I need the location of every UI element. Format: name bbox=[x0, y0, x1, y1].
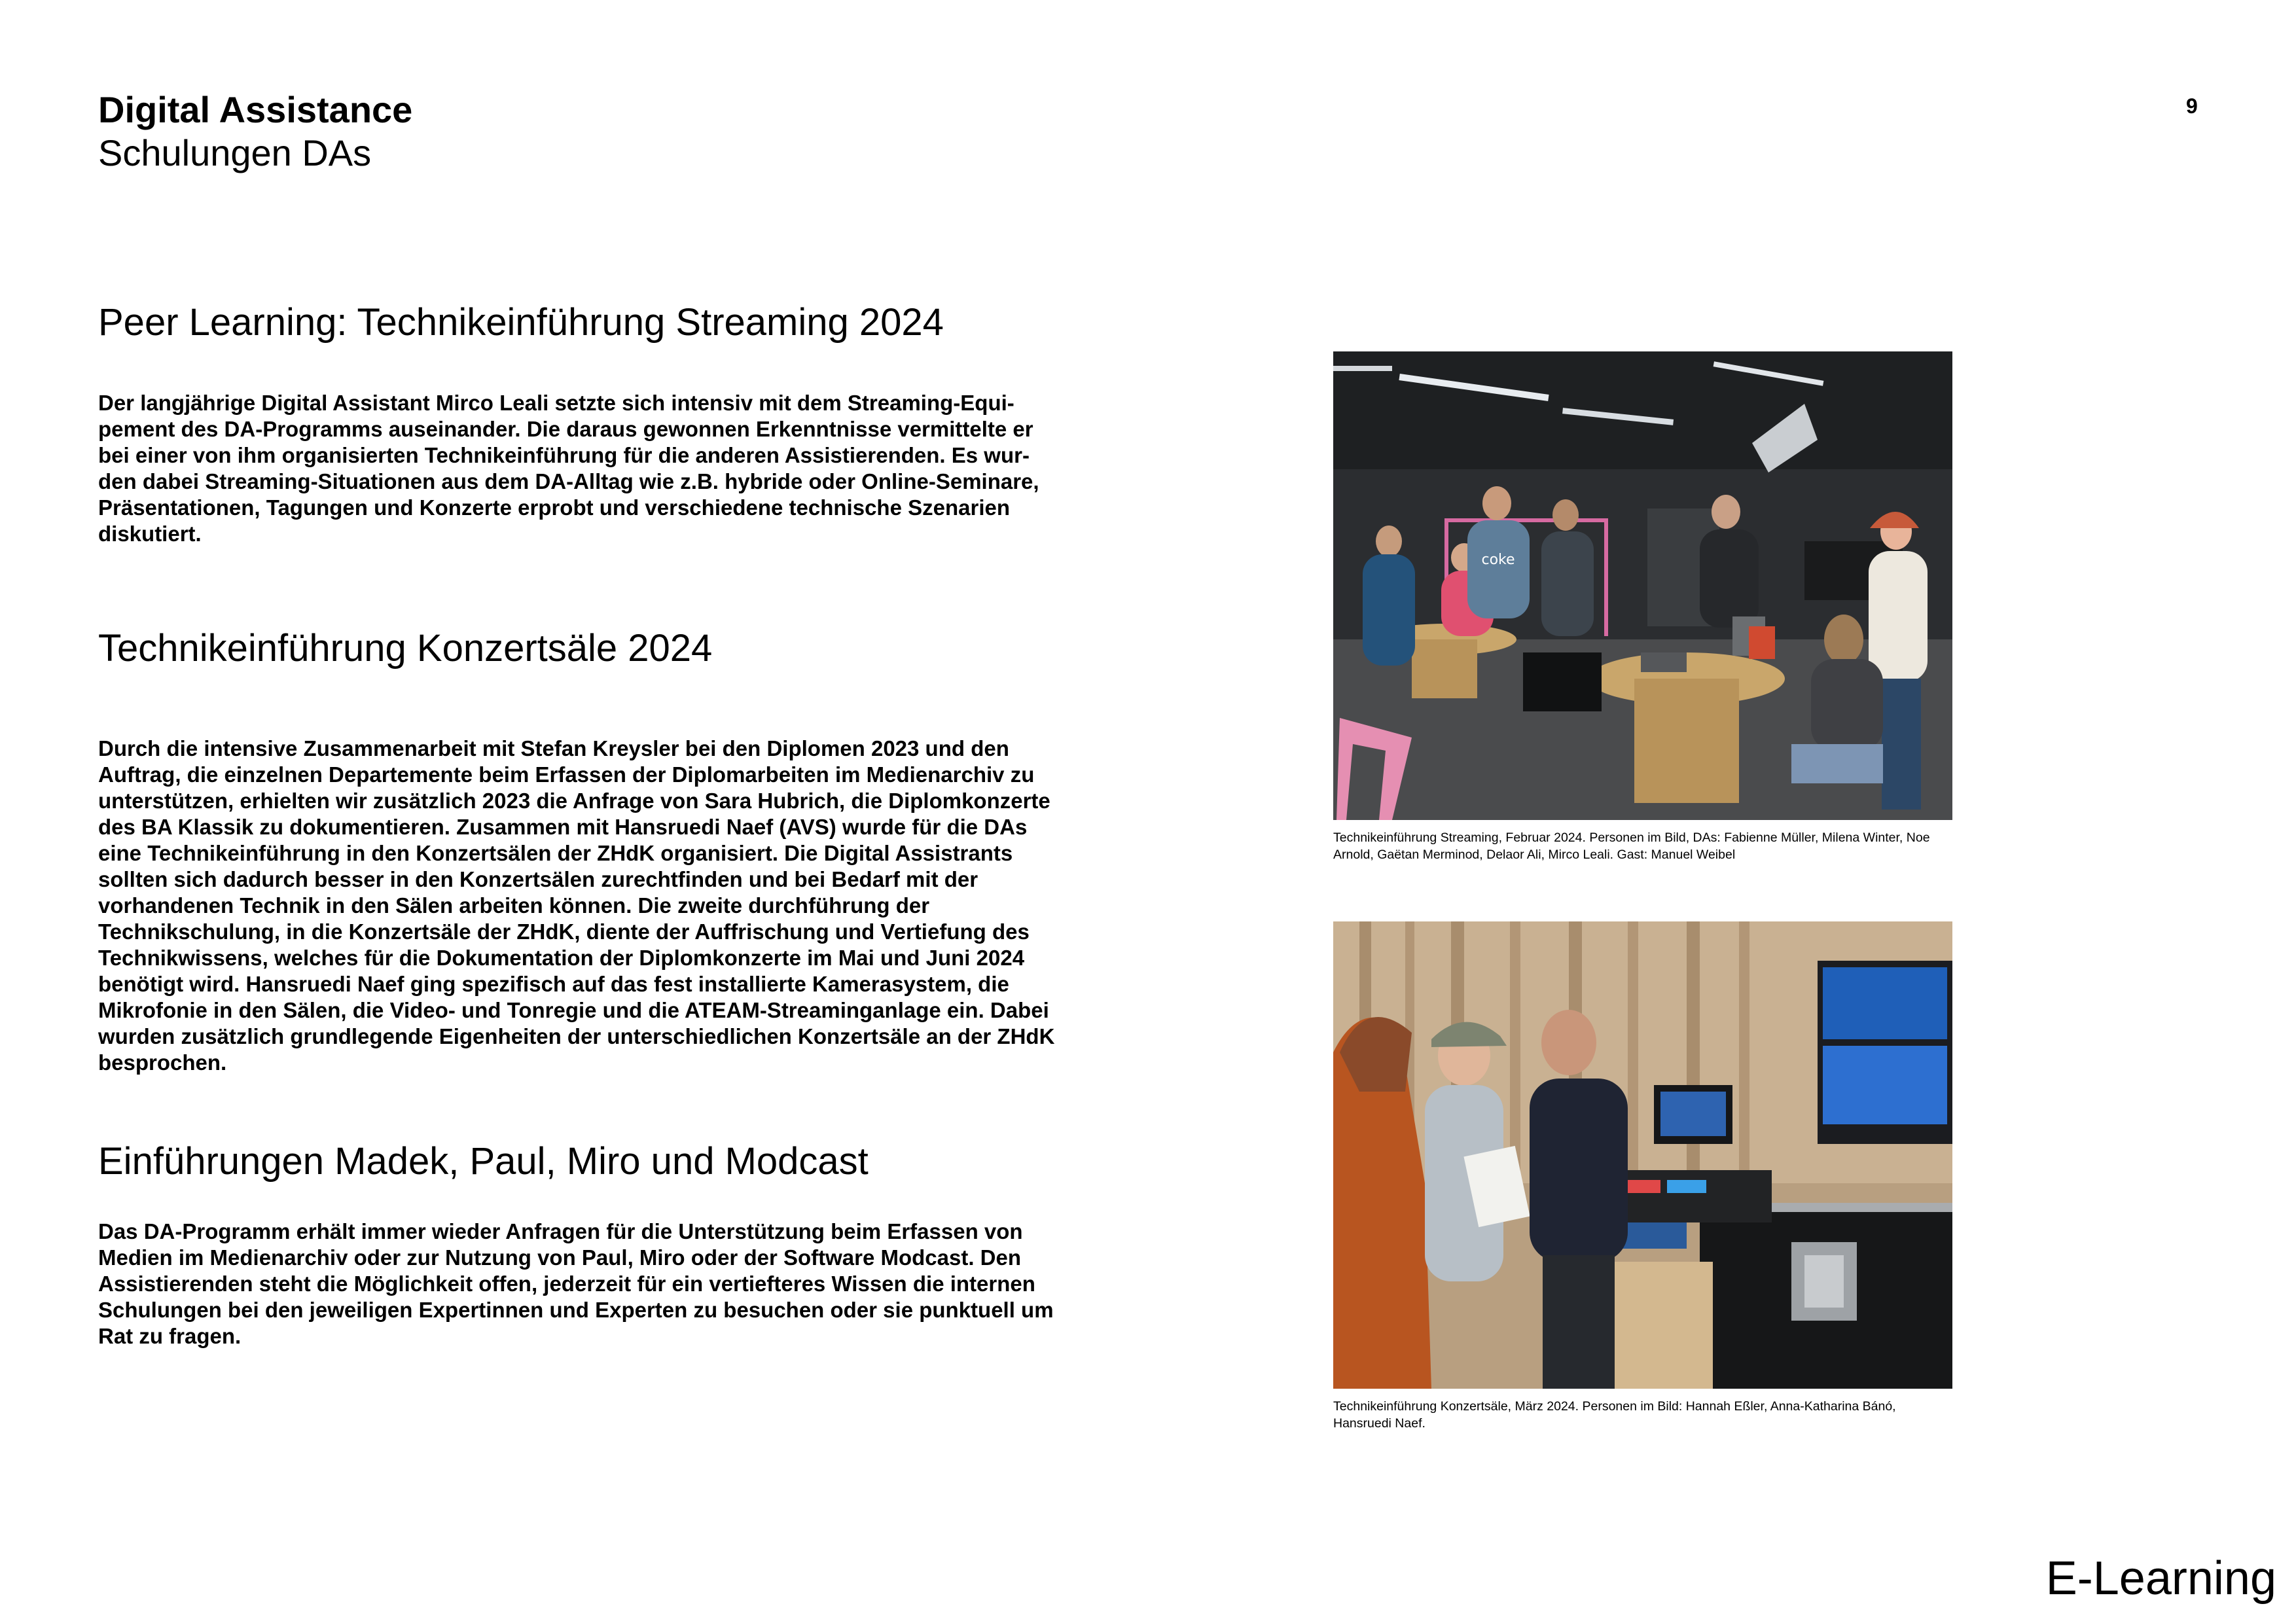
page-number: 9 bbox=[2186, 94, 2198, 118]
footer-section-label: E-Learning bbox=[2045, 1552, 2276, 1605]
section-streaming bbox=[98, 300, 1060, 547]
section-body: Durch die intensive Zusammenarbeit mit Stefan Kreysler bei den Diplomen 2023 und den Auftrag, die einzelnen Departemente beim Erfassen der Diplomarbeiten im Medienarchiv zu unterstützen, erhielten wir zusätzlich 2023 die Anfrage von Sara Hubrich, die Diplomkonzerte des BA Klassik zu dokumentieren. Zusammen mit Hansruedi Naef (AVS) wurde für die DAs eine Technikeinführung in den Konzertsälen der ZHdK organisiert. Die Digital Assistrants sollten sich dadurch besser in den Konzertsälen zurechtfinden und bei Bedarf mit der vorhandenen Technik in den Sälen arbeiten können. Die zweite durchführung der Technikschulung, in die Konzertsäle der ZHdK, diente der Auffrischung und Vertiefung des Technikwissens, welches für die Dokumentation der Diplomkonzerte im Mai und Juni 2024 benötigt wird. Hansruedi Naef ging spezifisch auf das fest installierte Kamerasystem, die Mikrofonie in den Sälen, die Video- und Tonregie und die ATEAM-Streaminganlage ein. Dabei wurden zusätzlich grundlegende Eigenheiten der unterschiedlichen Konzertsäle an der ZHdK besprochen. bbox=[98, 736, 1055, 1075]
section-konzertsaele bbox=[98, 626, 1060, 1076]
section-heading: Einführungen Madek, Paul, Miro und Modcast bbox=[98, 1140, 869, 1183]
section-heading: Technikeinführung Konzertsäle 2024 bbox=[98, 627, 713, 669]
section-body: Das DA-Programm erhält immer wieder Anfragen für die Unterstützung beim Erfassen von Medien im Medienarchiv oder zur Nutzung von Paul, Miro oder der Software Modcast. Den Assistierenden steht die Möglichkeit offen, jederzeit für ein vertiefteres Wissen die internen Schulungen bei den jeweiligen Expertinnen und Experten zu besuchen oder sie punktuell um Rat zu fragen. bbox=[98, 1219, 1054, 1348]
section-body: Der langjährige Digital Assistant Mirco Leali setzte sich intensiv mit dem Streaming-Equipement des DA-Programms auseinander. Die daraus gewonnen Erkenntnisse vermittelte er bei einer von ihm organisierten Technikeinführung für die anderen Assistierenden. Es wurden dabei Streaming-Situationen aus dem DA-Alltag wie z.B. hybride oder Online-Seminare, Präsentationen, Tagungen und Konzerte erprobt und verschiedene technische Szenarien diskutiert. bbox=[98, 391, 1039, 546]
section-heading: Peer Learning: Technikeinführung Streaming 2024 bbox=[98, 301, 944, 344]
photo-caption: Technikeinführung Streaming, Februar 2024. Personen im Bild, DAs: Fabienne Müller, Milena Winter, Noe Arnold, Gaëtan Merminod, Delaor Ali, Mirco Leali. Gast: Manuel Weibel bbox=[1333, 830, 1930, 862]
section-einfuehrungen bbox=[98, 1139, 1060, 1349]
shirt-print-text: coke bbox=[1481, 552, 1515, 568]
document-subtitle: Schulungen DAs bbox=[98, 132, 372, 173]
photo-konzertsaal-regie bbox=[1333, 921, 1952, 1389]
photo-streaming-workshop bbox=[1333, 351, 1952, 820]
photo-caption: Technikeinführung Konzertsäle, März 2024. Personen im Bild: Hannah Eßler, Anna-Katharina Bánó, Hansruedi Naef. bbox=[1333, 1399, 1896, 1431]
document-title: Digital Assistance bbox=[98, 89, 413, 130]
